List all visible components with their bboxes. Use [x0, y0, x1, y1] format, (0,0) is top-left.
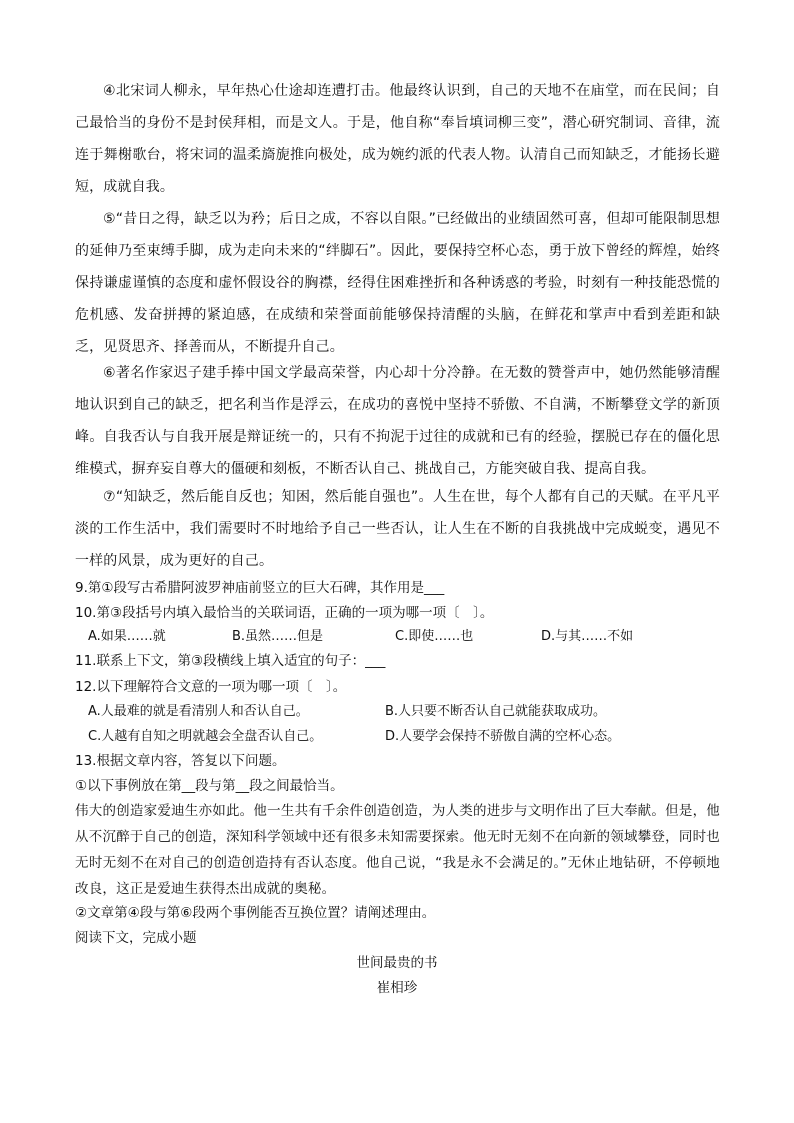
paragraph-6: ⑥著名作家迟子建手捧中国文学最高荣誉，内心却十分冷静。在无数的赞誉声中，她仍然能够清醒地认识到自己的缺乏，把名利当作是浮云，在成功的喜悦中坚持不骄傲、不自满，不断攀登文学的新顶峰。自我否认与自我开展是辩证统一的，只有不拘泥于过往的成就和已有的经验，摆脱已存在的僵化思维模式，摒弃妄自尊大的僵硬和刻板，不断否认自己、挑战自己，方能突破自我、提高自我。	[75, 365, 720, 477]
q12-option-b: B.人只要不断否认自己就能获取成功。	[385, 704, 607, 719]
paragraph-4: ④北宋词人柳永，早年热心仕途却连遭打击。他最终认识到，自己的天地不在庙堂，而在民间；自己最恰当的身份不是封侯拜相，而是文人。于是，他自称“奉旨填词柳三变”，潜心研究制词、音律，流连于舞榭歌台，将宋词的温柔旖旎推向极处，成为婉约派的代表人物。认清自己而知缺乏，才能扬长避短，成就自我。	[75, 83, 720, 195]
q12-option-c: C.人越有自知之明就越会全盘否认自己。	[88, 729, 323, 744]
q12-option-d: D.人要学会保持不骄傲自满的空杯心态。	[385, 729, 621, 744]
question-13-part-2: ②文章第④段与第⑥段两个事例能否互换位置？请阐述理由。	[75, 905, 436, 921]
question-13: 13.根据文章内容，答复以下问题。	[75, 753, 286, 769]
q10-option-c: C.即使……也	[395, 629, 474, 644]
reading-intro: 阅读下文，完成小题	[75, 930, 197, 946]
paragraph-7: ⑦“知缺乏，然后能自反也；知困，然后能自强也”。人生在世，每个人都有自己的天赋。在平凡平淡的工作生活中，我们需要时不时地给予自己一些否认，让人生在不断的自我挑战中完成蜕变，遇见不一样的风景，成为更好的自己。	[75, 489, 720, 569]
q10-option-a: A.如果……就	[88, 629, 166, 644]
q10-option-b: B.虽然……但是	[232, 629, 324, 644]
question-9: 9.第①段写古希腊阿波罗神庙前竖立的巨大石碑，其作用是___	[75, 580, 445, 596]
question-13-example-text: 伟大的创造家爱迪生亦如此。他一生共有千余件创造创造，为人类的进步与文明作出了巨大奉献。但是，他从不沉醉于自己的创造，深知科学领域中还有很多未知需要探索。他无时无刻不在向新的领域攀登，同时也无时无刻不在对自己的创造创造持有否认态度。他自己说，“我是永不会满足的。”无休止地钻研，不停顿地改良，这正是爱迪生获得杰出成就的奥秘。	[75, 803, 720, 897]
article-author: 崔相珍	[376, 980, 418, 996]
q10-option-d: D.与其……不如	[541, 629, 634, 644]
q12-option-a: A.人最难的就是看清别人和否认自己。	[88, 704, 309, 719]
question-12: 12.以下理解符合文意的一项为哪一项〔 〕。	[75, 679, 347, 695]
article-title: 世间最贵的书	[356, 955, 438, 971]
question-11: 11.联系上下文，第③段横线上填入适宜的句子：___	[75, 653, 386, 669]
question-13-part-1: ①以下事例放在第__段与第__段之间最恰当。	[75, 778, 344, 794]
question-10: 10.第③段括号内填入最恰当的关联词语，正确的一项为哪一项〔 〕。	[75, 605, 494, 621]
paragraph-5: ⑤“昔日之得，缺乏以为矜；后日之成，不容以自限。”已经做出的业绩固然可喜，但却可能限制思想的延伸乃至束缚手脚，成为走向未来的“绊脚石”。因此，要保持空杯心态，勇于放下曾经的辉煌，始终保持谦虚谨慎的态度和虚怀假设谷的胸襟，经得住困难挫折和各种诱惑的考验，时刻有一种技能恐慌的危机感、发奋拼搏的紧迫感，在成绩和荣誉面前能够保持清醒的头脑，在鲜花和掌声中看到差距和缺乏，见贤思齐、择善而从，不断提升自己。	[75, 211, 720, 355]
